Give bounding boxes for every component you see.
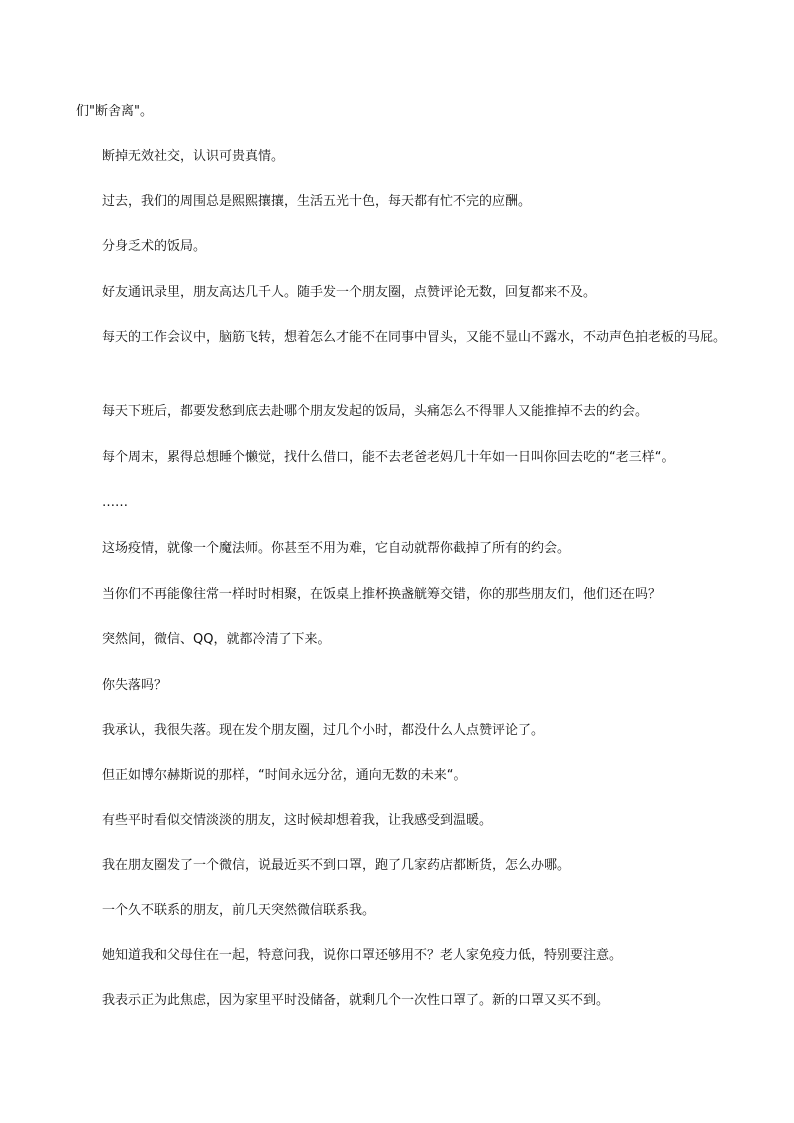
paragraph-3: 过去，我们的周围总是熙熙攘攘，生活五光十色，每天都有忙不完的应酬。 bbox=[102, 194, 532, 209]
paragraph-5: 好友通讯录里，朋友高达几千人。随手发一个朋友圈，点赞评论无数，回复都来不及。 bbox=[102, 285, 597, 300]
paragraph-15: 但正如博尔赫斯说的那样，“时间永远分岔，通向无数的未来“。 bbox=[102, 768, 467, 783]
paragraph-9: …… bbox=[102, 495, 128, 510]
paragraph-7: 每天下班后，都要发愁到底去赴哪个朋友发起的饭局，头痛怎么不得罪人又能推掉不去的约会。 bbox=[102, 404, 649, 419]
paragraph-12: 突然间，微信、QQ，就都冷清了下来。 bbox=[102, 632, 331, 647]
paragraph-1: 们"断舍离"。 bbox=[76, 104, 153, 119]
paragraph-18: 一个久不联系的朋友，前几天突然微信联系我。 bbox=[102, 903, 376, 918]
paragraph-13: 你失落吗？ bbox=[102, 678, 168, 693]
paragraph-20: 我表示正为此焦虑，因为家里平时没储备，就剩几个一次性口罩了。新的口罩又买不到。 bbox=[102, 993, 610, 1008]
paragraph-10: 这场疫情，就像一个魔法师。你甚至不用为难，它自动就帮你截掉了所有的约会。 bbox=[102, 541, 571, 556]
paragraph-14: 我承认，我很失落。现在发个朋友圈，过几个小时，都没什么人点赞评论了。 bbox=[102, 723, 545, 738]
paragraph-16: 有些平时看似交情淡淡的朋友，这时候却想着我，让我感受到温暖。 bbox=[102, 813, 493, 828]
paragraph-4: 分身乏术的饭局。 bbox=[102, 239, 207, 254]
paragraph-2: 断掉无效社交，认识可贵真情。 bbox=[102, 149, 285, 164]
paragraph-8: 每个周末，累得总想睡个懒觉，找什么借口，能不去老爸老妈几十年如一日叫你回去吃的“老三样“。 bbox=[102, 450, 675, 465]
paragraph-19: 她知道我和父母住在一起，特意问我，说你口罩还够用不？老人家免疫力低，特别要注意。 bbox=[102, 948, 623, 963]
paragraph-17: 我在朋友圈发了一个微信，说最近买不到口罩，跑了几家药店都断货，怎么办哪。 bbox=[102, 858, 571, 873]
paragraph-11: 当你们不再能像往常一样时时相聚，在饭桌上推杯换盏觥筹交错，你的那些朋友们，他们还在吗？ bbox=[102, 587, 662, 602]
paragraph-6: 每天的工作会议中，脑筋飞转，想着怎么才能不在同事中冒头，又能不显山不露水，不动声色拍老板的马屁。 bbox=[102, 330, 727, 345]
